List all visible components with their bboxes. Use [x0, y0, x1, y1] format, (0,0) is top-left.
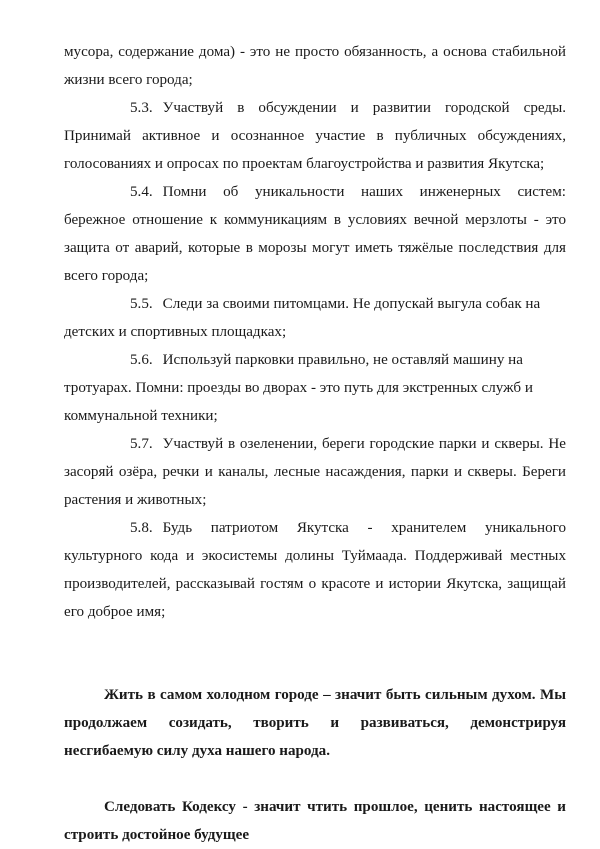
- clause-text-5-3: Участвуй в обсуждении и развитии городской среды. Принимай активное и осознанное участие в публичных обсуждениях, голосованиях и опросах по проектам благоустройства и развития Якутска;: [64, 100, 566, 172]
- paragraph-spacer: [64, 626, 566, 654]
- clause-5-8: [64, 514, 566, 626]
- clause-5-6: [64, 346, 566, 430]
- closing-statement-1: Жить в самом холодном городе – значит быть сильным духом. Мы продолжаем созидать, творить и развиваться, демонстрируя несгибаемую силу духа нашего народа.: [64, 687, 566, 759]
- continued-paragraph: мусора, содержание дома) - это не просто обязанность, а основа стабильной жизни всего города;: [64, 44, 566, 88]
- paragraph-spacer: [64, 765, 566, 793]
- clause-5-7: [64, 430, 566, 514]
- clause-text-5-6: Используй парковки правильно, не оставляй машину на тротуарах. Помни: проезды во дворах - это путь для экстренных служб и коммунальной техники;: [64, 352, 533, 424]
- closing-statement-2: Следовать Кодексу - значит чтить прошлое, ценить настоящее и строить достойное будущее: [64, 799, 566, 843]
- clause-number-5-4: 5.4.: [130, 184, 153, 200]
- clause-5-5: [64, 290, 566, 346]
- clause-text-5-7: Участвуй в озеленении, береги городские парки и скверы. Не засоряй озёра, речки и каналы, лесные насаждения, парки и скверы. Береги растения и животных;: [64, 436, 566, 508]
- clause-number-5-7: 5.7.: [130, 436, 153, 452]
- paragraph-spacer: [64, 654, 566, 681]
- clause-text-5-4: Помни об уникальности наших инженерных систем: бережное отношение к коммуникациям в условиях вечной мерзлоты - это защита от аварий, которые в морозы могут иметь тяжёлые последствия для всего города;: [64, 184, 566, 284]
- clause-number-5-3: 5.3.: [130, 100, 153, 116]
- clause-5-4: [64, 178, 566, 290]
- clause-number-5-5: 5.5.: [130, 296, 153, 312]
- clause-text-5-5: Следи за своими питомцами. Не допускай выгула собак на детских и спортивных площадках;: [64, 296, 541, 340]
- document-text-column: [64, 38, 566, 849]
- clause-number-5-6: 5.6.: [130, 352, 153, 368]
- clause-5-3: [64, 94, 566, 178]
- clause-text-5-8: Будь патриотом Якутска - хранителем уникального культурного кода и экосистемы долины Туймаада. Поддерживай местных производителей, рассказывай гостям о красоте и истории Якутска, защищай его доброе имя;: [64, 520, 566, 620]
- clause-number-5-8: 5.8.: [130, 520, 153, 536]
